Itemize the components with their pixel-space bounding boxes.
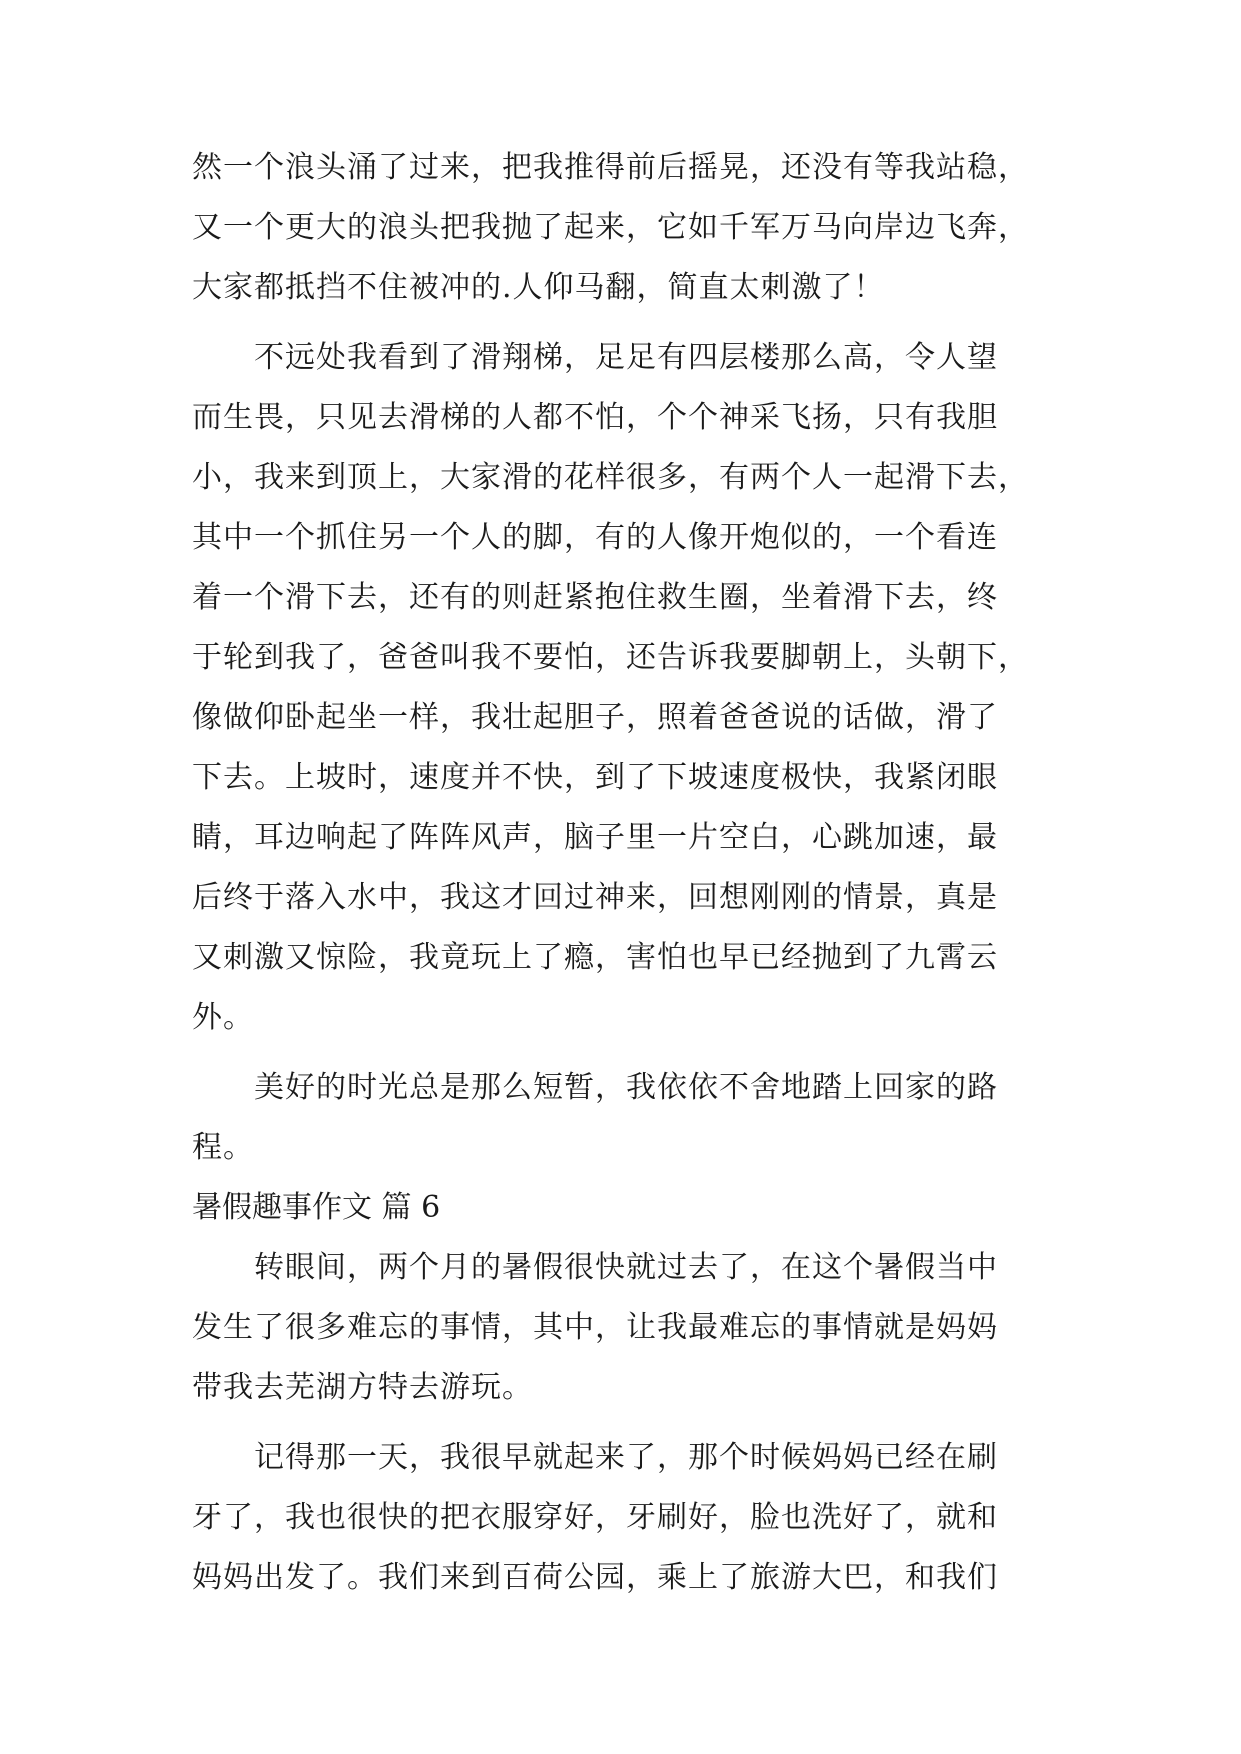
text-line: 后终于落入水中，我这才回过神来，回想刚刚的情景，真是 xyxy=(192,880,998,915)
text-line: 牙了，我也很快的把衣服穿好，牙刷好，脸也洗好了，就和 xyxy=(192,1500,998,1535)
text-line: 而生畏，只见去滑梯的人都不怕，个个神采飞扬，只有我胆 xyxy=(192,400,998,435)
text-line: 带我去芜湖方特去游玩。 xyxy=(192,1370,533,1405)
text-line: 又刺激又惊险，我竟玩上了瘾，害怕也早已经抛到了九霄云 xyxy=(192,940,998,975)
text-line: 于轮到我了，爸爸叫我不要怕，还告诉我要脚朝上，头朝下， xyxy=(192,640,1029,675)
text-line: 睛，耳边响起了阵阵风声，脑子里一片空白，心跳加速，最 xyxy=(192,820,998,855)
paragraph-first-line: 不远处我看到了滑翔梯，足足有四层楼那么高，令人望 xyxy=(254,340,998,375)
text-line: 然一个浪头涌了过来，把我推得前后摇晃，还没有等我站稳， xyxy=(192,150,1029,185)
paragraph-first-line: 转眼间，两个月的暑假很快就过去了，在这个暑假当中 xyxy=(254,1250,998,1285)
text-line: 着一个滑下去，还有的则赶紧抱住救生圈，坐着滑下去，终 xyxy=(192,580,998,615)
text-line: 又一个更大的浪头把我抛了起来，它如千军万马向岸边飞奔， xyxy=(192,210,1029,245)
section-heading: 暑假趣事作文 篇 6 xyxy=(192,1190,441,1225)
text-line: 像做仰卧起坐一样，我壮起胆子，照着爸爸说的话做，滑了 xyxy=(192,700,998,735)
paragraph-first-line: 记得那一天，我很早就起来了，那个时候妈妈已经在刷 xyxy=(254,1440,998,1475)
text-line: 其中一个抓住另一个人的脚，有的人像开炮似的，一个看连 xyxy=(192,520,998,555)
text-line: 程。 xyxy=(192,1130,254,1165)
text-line: 外。 xyxy=(192,1000,254,1035)
text-line: 大家都抵挡不住被冲的.人仰马翻，简直太刺激了！ xyxy=(192,270,885,305)
text-line: 下去。上坡时，速度并不快，到了下坡速度极快，我紧闭眼 xyxy=(192,760,998,795)
paragraph-first-line: 美好的时光总是那么短暂，我依依不舍地踏上回家的路 xyxy=(254,1070,998,1105)
text-line: 妈妈出发了。我们来到百荷公园，乘上了旅游大巴，和我们 xyxy=(192,1560,998,1595)
text-line: 小，我来到顶上，大家滑的花样很多，有两个人一起滑下去， xyxy=(192,460,1029,495)
text-line: 发生了很多难忘的事情，其中，让我最难忘的事情就是妈妈 xyxy=(192,1310,998,1345)
